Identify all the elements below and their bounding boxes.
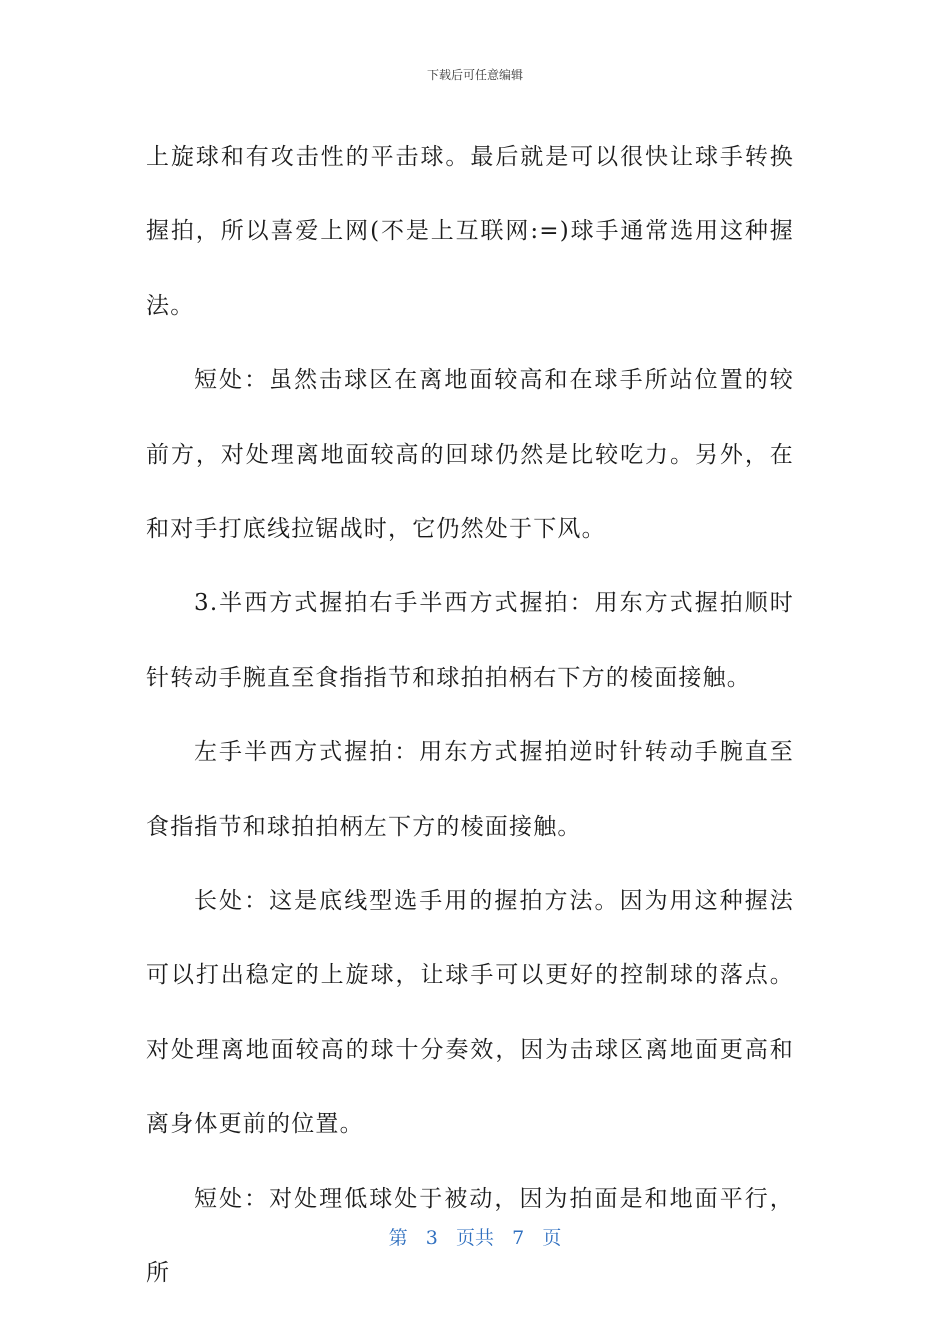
footer-prefix: 第: [388, 1227, 408, 1249]
paragraph-5: 长处：这是底线型选手用的握拍方法。因为用这种握法可以打出稳定的上旋球，让球手可以更好的控制球的落点。对处理离地面较高的球十分奏效，因为击球区离地面更高和离身体更前的位置。: [146, 888, 794, 1138]
paragraph-1: 上旋球和有攻击性的平击球。最后就是可以很快让球手转换握拍，所以喜爱上网(不是上互联网:=)球手通常选用这种握法。: [146, 144, 794, 319]
paragraph-6: 短处：对处理低球处于被动，因为拍面是和地面平行，所: [146, 1185, 794, 1287]
paragraph-2: 短处：虽然击球区在离地面较高和在球手所站位置的较前方，对处理离地面较高的回球仍然是比较吃力。另外，在和对手打底线拉锯战时，它仍然处于下风。: [146, 367, 794, 543]
footer-middle: 页共: [455, 1227, 494, 1249]
footer-current-page: 3: [425, 1227, 438, 1249]
paragraph-4: 左手半西方式握拍：用东方式握拍逆时针转动手腕直至食指指节和球拍拍柄左下方的棱面接触。: [146, 739, 794, 840]
paragraph-3: 3.半西方式握拍右手半西方式握拍：用东方式握拍顺时针转动手腕直至食指指节和球拍拍柄右下方的棱面接触。: [146, 590, 794, 691]
footer-suffix: 页: [542, 1227, 562, 1249]
page-header-note: 下载后可任意编辑: [426, 68, 523, 82]
footer-total-pages: 7: [512, 1227, 525, 1249]
document-body: [146, 120, 794, 1311]
page-footer: [0, 1226, 950, 1250]
